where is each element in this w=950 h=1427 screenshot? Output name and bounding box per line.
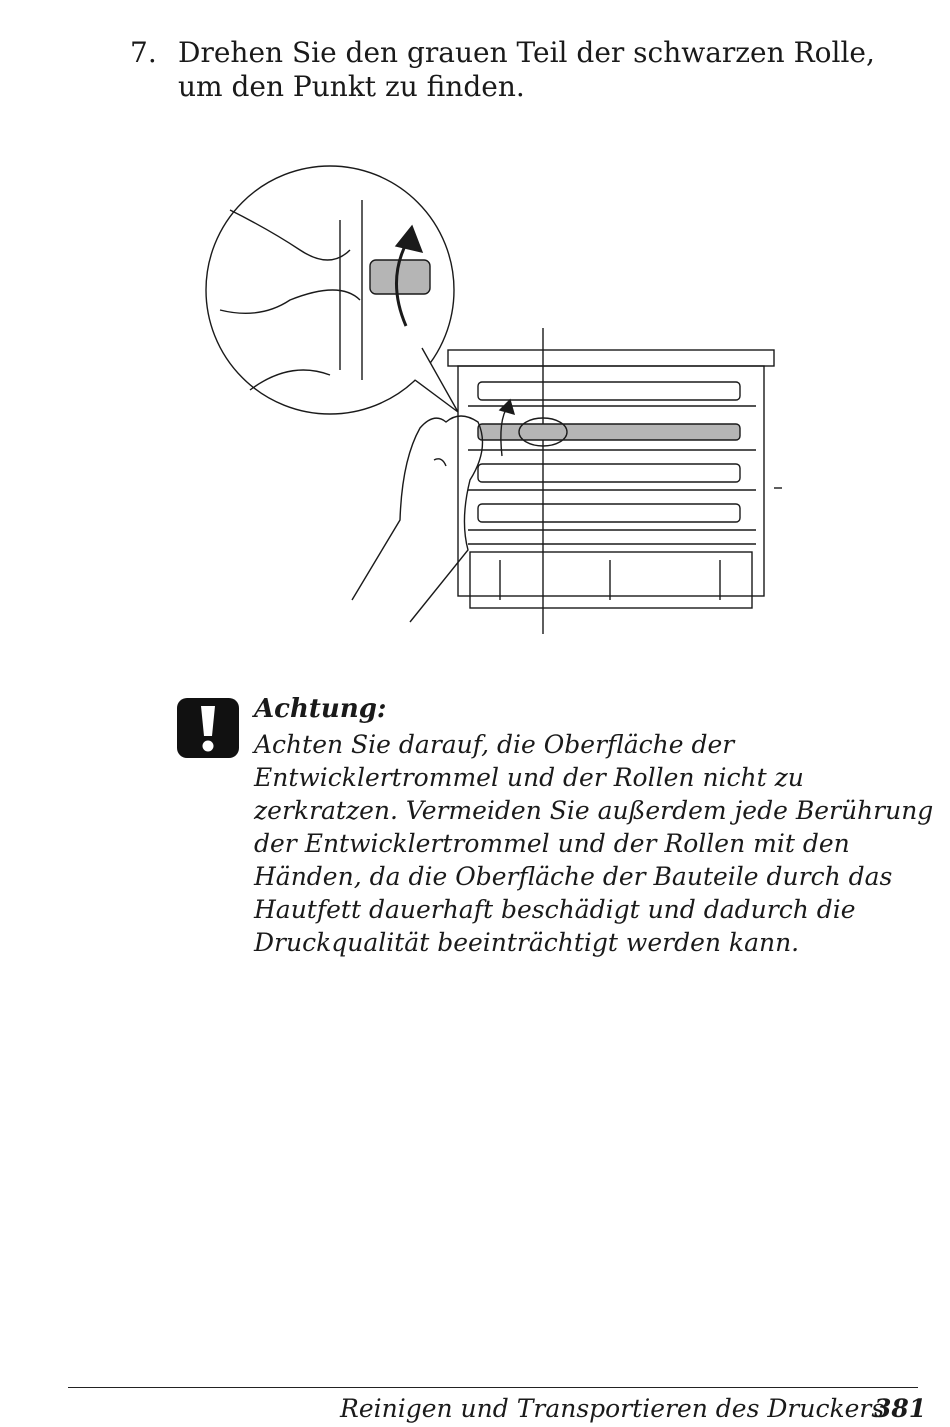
roller-1 xyxy=(478,382,740,400)
caution-body: Achten Sie darauf, die Oberfläche der Entwicklertrommel und der Rollen nicht zu zerkratzen. Vermeiden Sie außerdem jede Berührung der Entwicklertrommel und der Rollen mit den Händen, da die Oberfläche der Bauteile durch das Hautfett dauerhaft beschädigt und dadurch die Druckqualität beeinträchtigt werden kann. xyxy=(254,730,934,957)
printer-roller-figure xyxy=(190,160,810,640)
exclamation-icon xyxy=(177,698,239,758)
zoom-pointer xyxy=(415,348,458,412)
caution-icon xyxy=(177,698,239,758)
roller-2 xyxy=(478,464,740,482)
step-number: 7. xyxy=(130,36,157,69)
footer-divider xyxy=(68,1387,918,1388)
step-instruction: Drehen Sie den grauen Teil der schwarzen Rolle, um den Punkt zu finden. xyxy=(178,36,875,103)
page-number: 381 xyxy=(874,1394,927,1423)
roller-grey xyxy=(478,424,740,440)
zoom-roller-grey xyxy=(370,260,430,294)
caution-title: Achtung: xyxy=(254,694,387,724)
hand-outline xyxy=(352,416,483,622)
printer-developer-roller-illustration xyxy=(190,160,810,640)
footer-section-title: Reinigen und Transportieren des Druckers xyxy=(340,1394,885,1423)
roller-3 xyxy=(478,504,740,522)
cartridge-top-edge xyxy=(448,350,774,366)
cartridge-tray xyxy=(470,552,752,608)
